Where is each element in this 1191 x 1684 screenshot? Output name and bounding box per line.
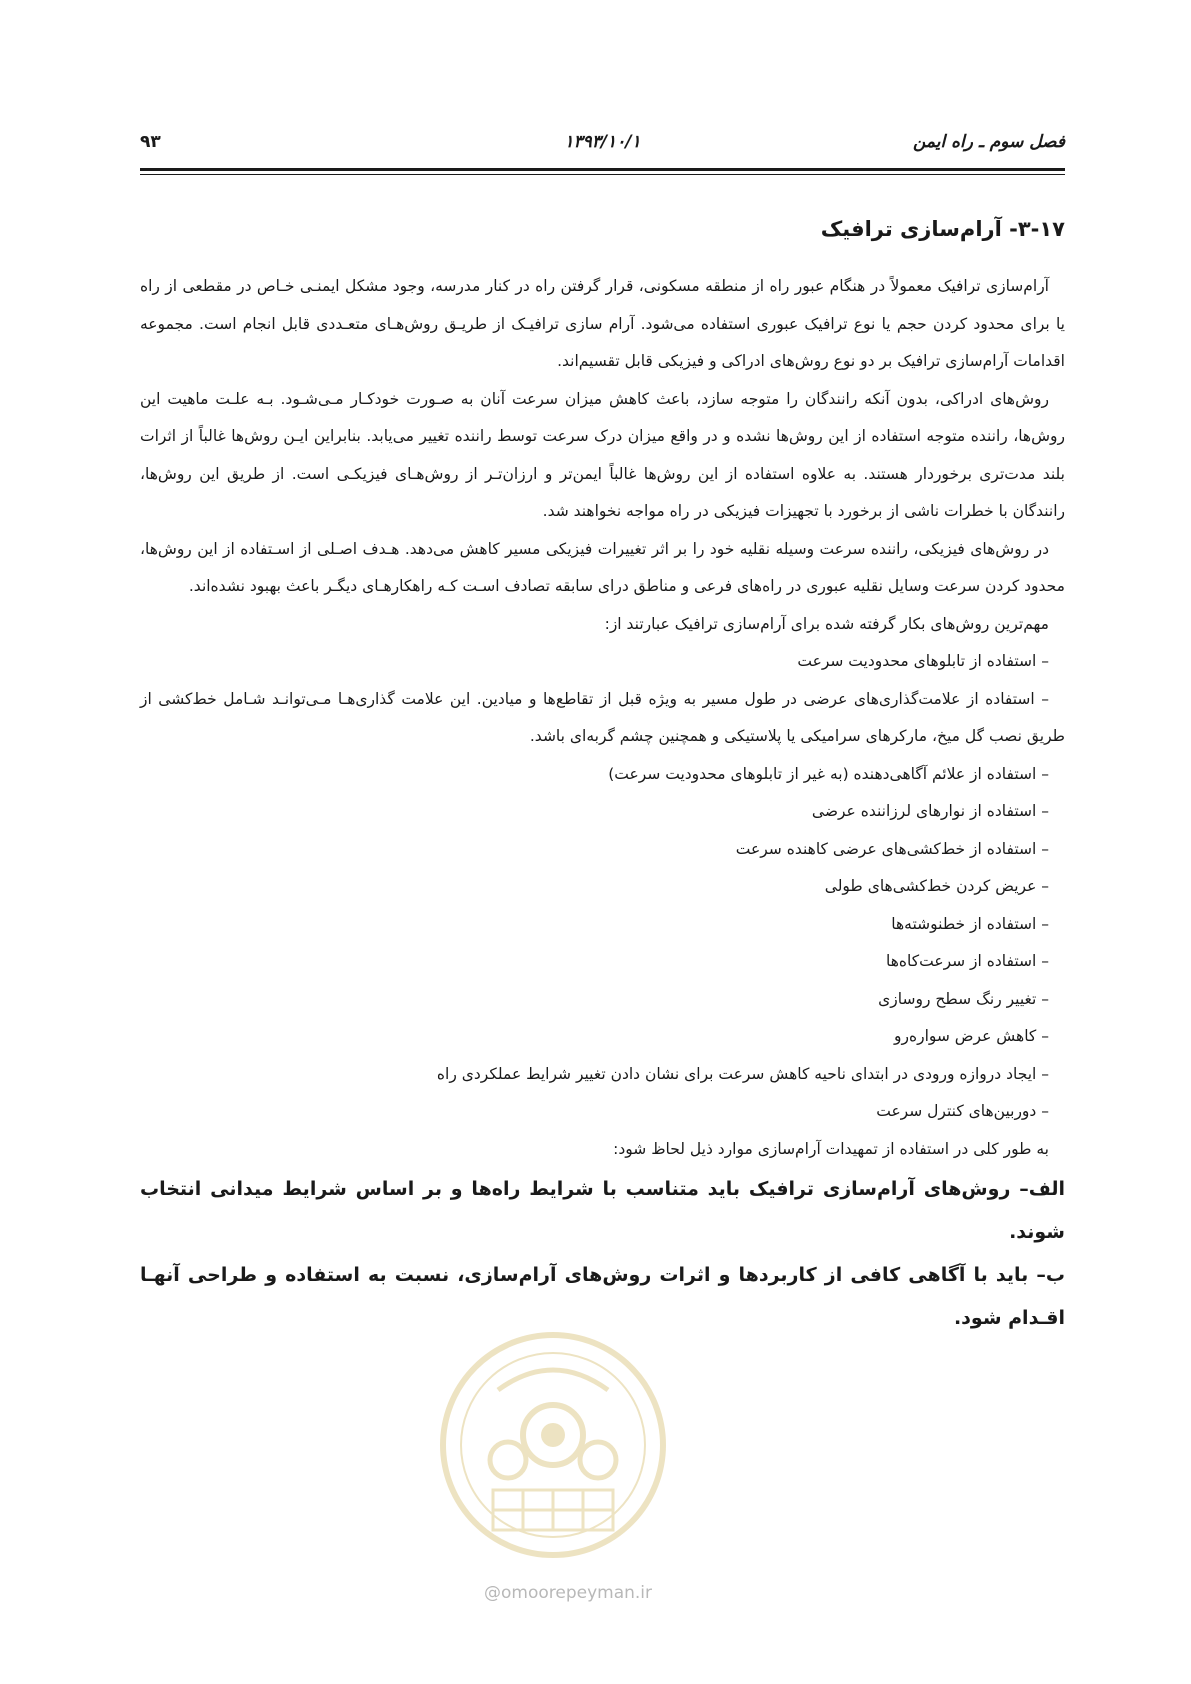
paragraph: در روش‌های فیزیکی، راننده سرعت وسیله نقلیه خود را بر اثر تغییرات فیزیکی مسیر کاهش می‌دهد. هـدف اصـلی از اسـتفاده از این روش‌ها، محدود کردن سرعت وسایل نقلیه عبوری در راه‌های فرعی و مناطق درای سابقه تصادف اسـت کـه راهکارهـای دیگـر باعث بهبود نشده‌اند. [140, 539, 1065, 595]
list-item: – استفاده از خط‌کشی‌های عرضی کاهنده سرعت [735, 839, 1049, 858]
watermark-seal-icon [438, 1330, 668, 1560]
paragraph: روش‌های ادراکی، بدون آنکه رانندگان را متوجه سازد، باعث کاهش میزان سرعت آنان به صـورت خودکـار مـی‌شـود. بـه علـت ماهیت این روش‌ها، راننده متوجه استفاده از این روش‌ها نشده و در واقع میزان درک سرعت توسط راننده تغییر می‌یابد. بنابراین ایـن روش‌ها غالباً از اثرات بلند مدت‌تری برخوردار هستند. به علاوه استفاده از این روش‌ها غالباً ایمن‌تر و ارزان‌تـر از روش‌هـای فیزیکـی است. از طریق این روش‌ها، رانندگان با خطرات ناشی از برخورد با تجهیزات فیزیکی در راه مواجه نخواهند شد. [140, 389, 1065, 520]
chapter-title: فصل سوم ـ راه ایمن [912, 132, 1065, 152]
bold-requirement: الف– روش‌های آرام‌سازی ترافیک باید متناسب با شرایط راه‌ها و بر اساس شرایط میدانی انتخاب شوند. [140, 1178, 1065, 1243]
section-title: ۳-۱۷- آرام‌سازی ترافیک [820, 217, 1065, 241]
page-number: ۹۳ [140, 132, 161, 152]
watermark-text: @omoorepeyman.ir [483, 1583, 653, 1603]
header-rule-thick [140, 168, 1065, 171]
list-item: – استفاده از علامت‌گذاری‌های عرضی در طول مسیر به ویژه قبل از تقاطع‌ها و میادین. این علامت گذاری‌هـا مـی‌توانـد شـامل خط‌کشی از طریق نصب گل میخ، مارکرهای سرامیکی یا پلاستیکی و همچنین چشم گربه‌ای باشد. [140, 689, 1065, 745]
list-item: – ایجاد دروازه ورودی در ابتدای ناحیه کاهش سرعت برای نشان دادن تغییر شرایط عملکردی راه [436, 1064, 1049, 1083]
list-item: – استفاده از خطنوشته‌ها [891, 914, 1049, 933]
list-item: – کاهش عرض سواره‌رو [894, 1027, 1049, 1045]
list-item: – تغییر رنگ سطح روسازی [878, 989, 1049, 1008]
list-item: – استفاده از تابلوهای محدودیت سرعت [797, 652, 1049, 670]
list-item: – دوربین‌های کنترل سرعت [876, 1102, 1049, 1120]
list-item: – استفاده از سرعت‌کاه‌ها [885, 952, 1049, 970]
paragraph: آرام‌سازی ترافیک معمولاً در هنگام عبور راه از منطقه مسکونی، قرار گرفتن راه در کنار مدرسه، وجود مشکل ایمنـی خـاص در مقطعی از راه یا برای محدود کردن حجم یا نوع ترافیک عبوری استفاده می‌شود. آرام سازی ترافیـک از طریـق روش‌هـای متعـددی قابل انجام است. مجموعه اقدامات آرام‌سازی ترافیک بر دو نوع روش‌های ادراکی و فیزیکی قابل تقسیم‌اند. [140, 277, 1065, 370]
header-date: ۱۳۹۳/۱۰/۱ [564, 132, 641, 152]
methods-list [140, 643, 1065, 1131]
list-intro: مهم‌ترین روش‌های بکار گرفته شده برای آرام‌سازی ترافیک عبارتند از: [604, 614, 1049, 633]
page-body [140, 212, 1065, 1340]
bold-requirement: ب– باید با آگاهی کافی از کاربردها و اثرات روش‌های آرام‌سازی، نسبت به استفاده و طراحی آنهـا اقـدام شود. [140, 1264, 1065, 1329]
list-item: – عریض کردن خط‌کشی‌های طولی [824, 877, 1049, 895]
page-header [140, 128, 1065, 158]
header-rule-thin [140, 174, 1065, 175]
closing-sentence: به طور کلی در استفاده از تمهیدات آرام‌سازی موارد ذیل لحاظ شود: [613, 1139, 1049, 1158]
list-item: – استفاده از نوارهای لرزاننده عرضی [811, 802, 1049, 820]
list-item: – استفاده از علائم آگاهی‌دهنده (به غیر از تابلوهای محدودیت سرعت) [608, 764, 1049, 783]
